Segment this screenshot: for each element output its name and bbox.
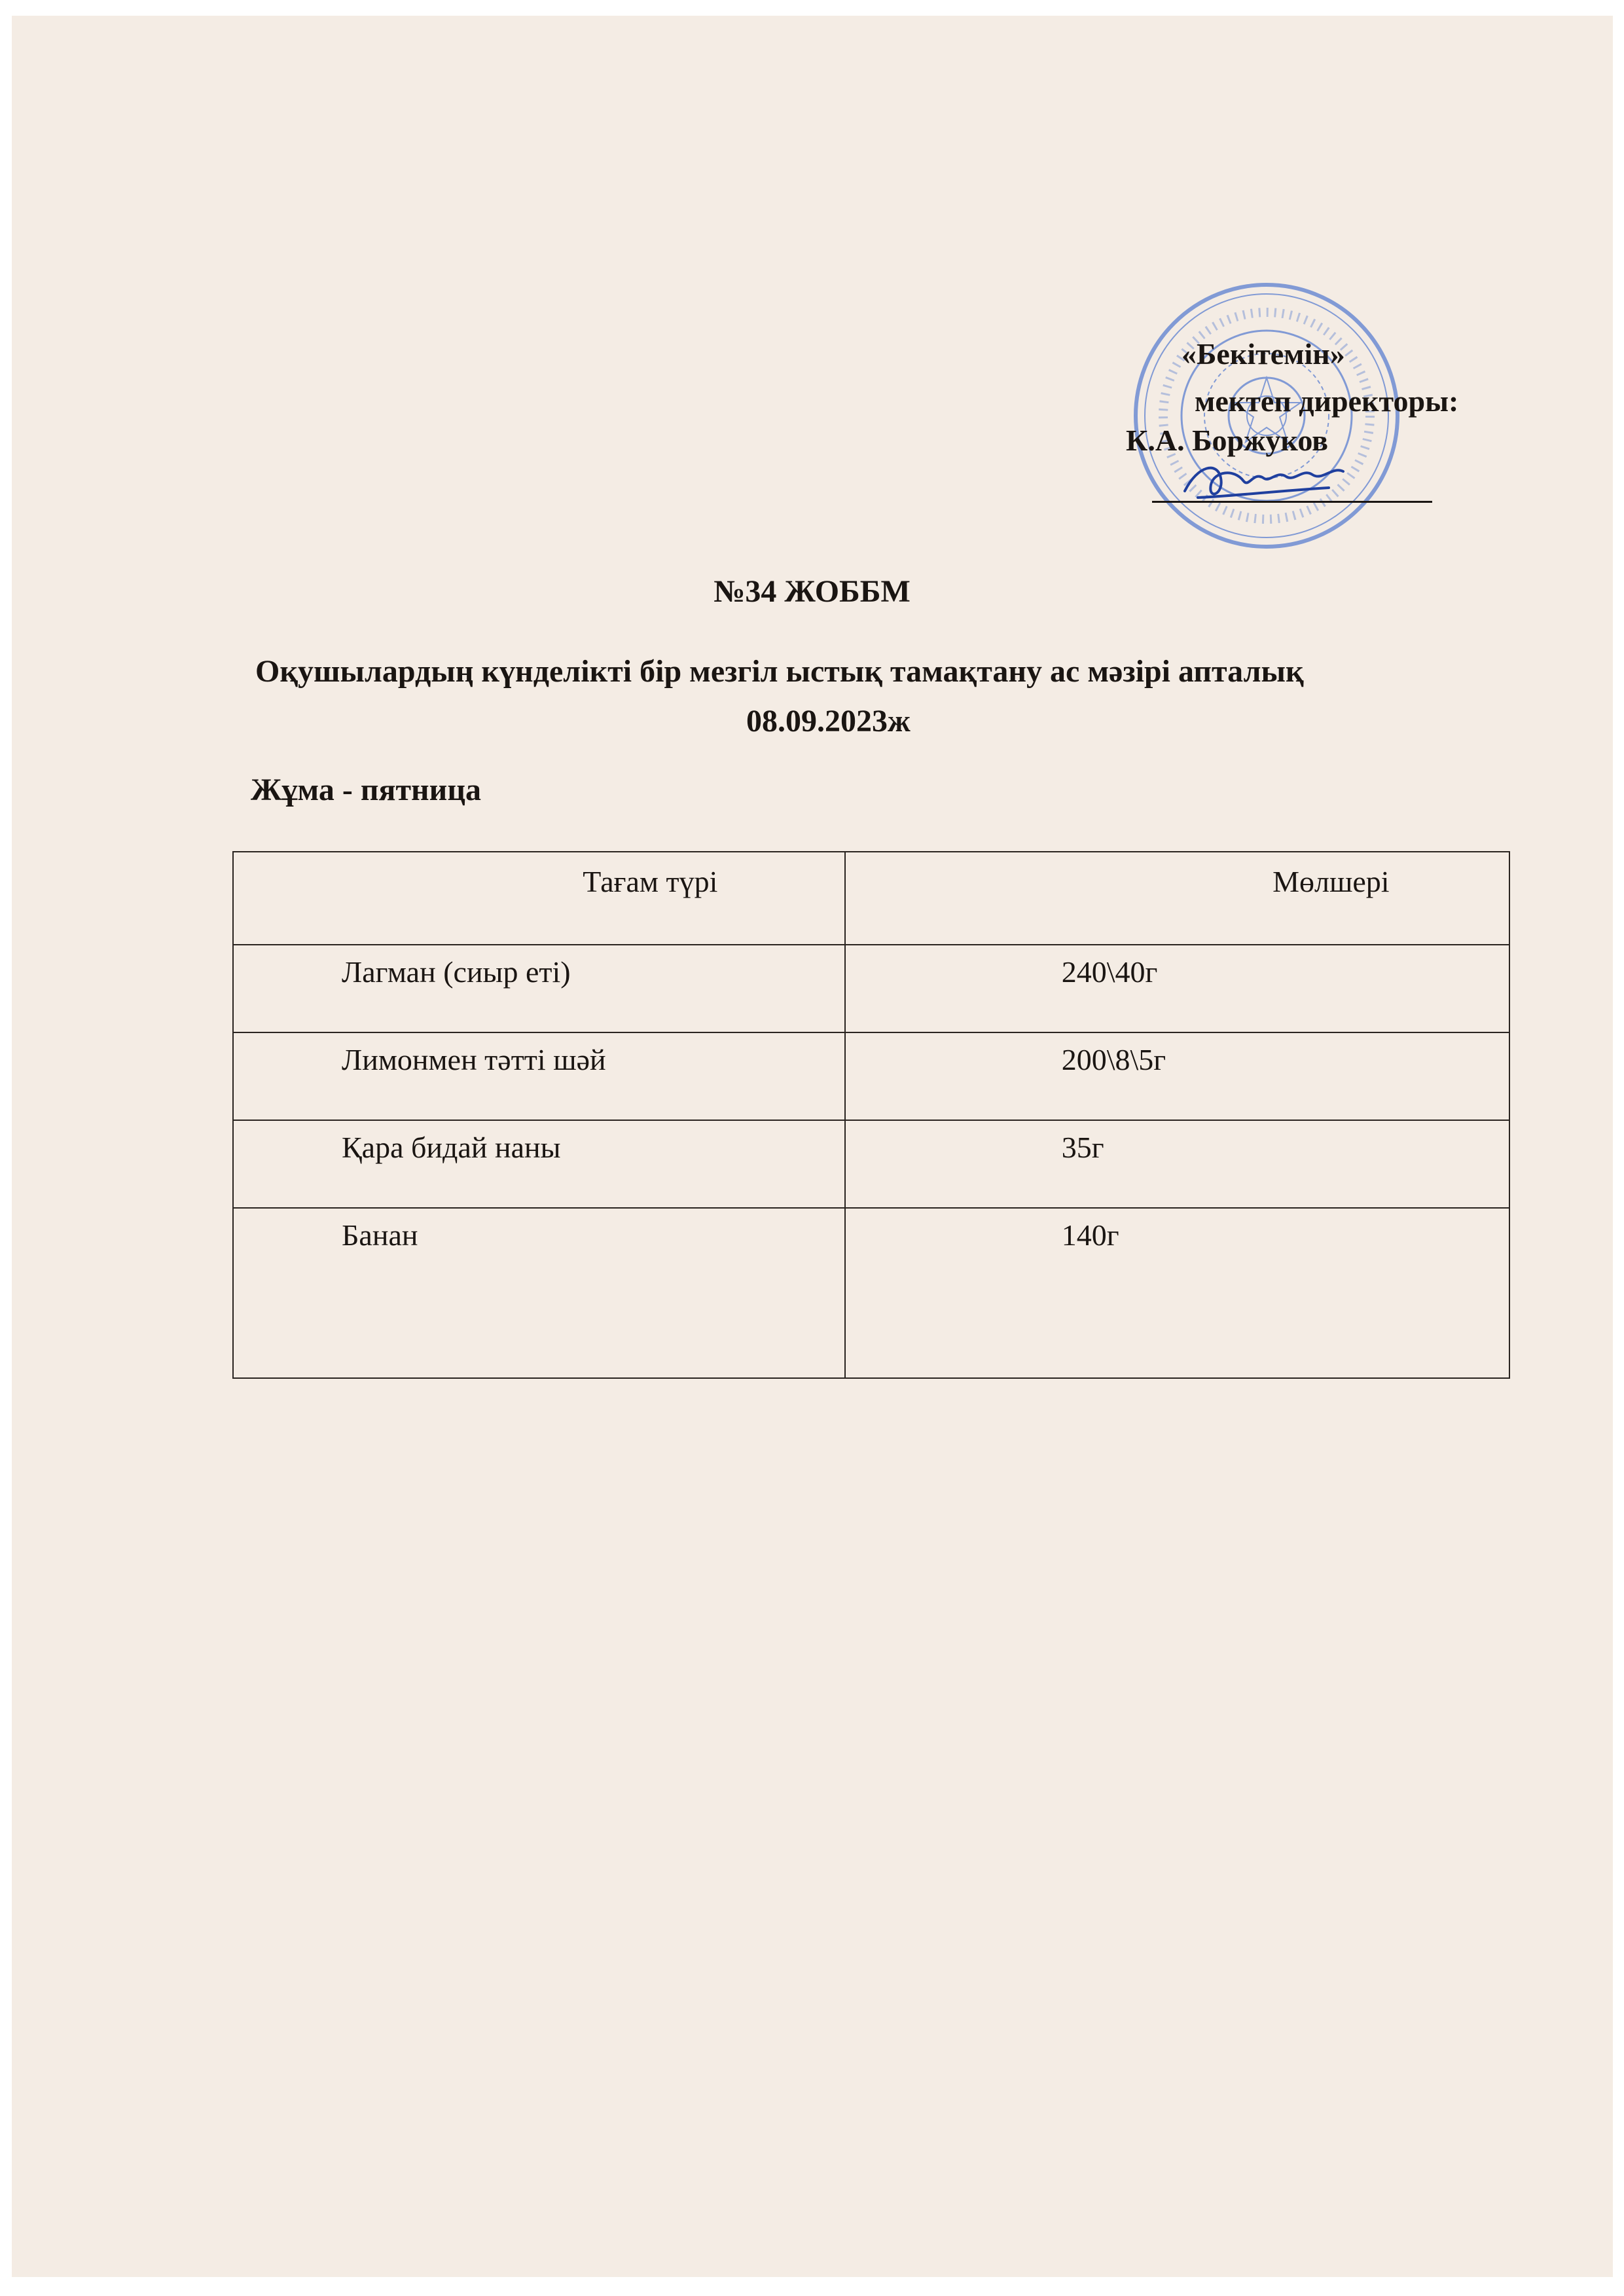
dish-cell xyxy=(233,1208,845,1378)
school-name: №34 ЖОББМ xyxy=(713,574,911,609)
signature-line xyxy=(1152,501,1432,503)
day-label: Жұма - пятница xyxy=(251,773,481,807)
dish-name: Лагман (сиыр еті) xyxy=(342,955,571,989)
table-row xyxy=(233,945,1509,1032)
quantity-cell xyxy=(845,1032,1509,1120)
quantity-cell xyxy=(845,945,1509,1032)
table-row xyxy=(233,1032,1509,1120)
director-name: К.А. Боржуков xyxy=(1126,424,1329,457)
dish-name: Лимонмен тәтті шәй xyxy=(342,1043,606,1076)
dish-quantity: 140г xyxy=(1061,1218,1119,1252)
dish-name: Қара бидай наны xyxy=(342,1131,561,1164)
header-quantity-label: Мөлшері xyxy=(1272,865,1390,898)
dish-cell xyxy=(233,1032,845,1120)
quantity-cell xyxy=(845,1208,1509,1378)
quantity-cell xyxy=(845,1120,1509,1208)
menu-table xyxy=(232,851,1510,1379)
dish-name: Банан xyxy=(342,1218,418,1252)
header-quantity xyxy=(845,852,1509,945)
menu-date: 08.09.2023ж xyxy=(746,704,911,738)
dish-quantity: 35г xyxy=(1061,1131,1104,1164)
table-row xyxy=(233,1208,1509,1378)
header-dish xyxy=(233,852,845,945)
menu-title: Оқушылардың күнделікті бір мезгіл ыстық тамақтану ас мәзірі апталық xyxy=(255,654,1304,689)
dish-quantity: 200\8\5г xyxy=(1061,1043,1166,1076)
dish-cell xyxy=(233,945,845,1032)
dish-cell xyxy=(233,1120,845,1208)
header-dish-label: Тағам түрі xyxy=(583,865,718,898)
approval-title: «Бекітемін» xyxy=(1182,337,1345,371)
table-header-row xyxy=(233,852,1509,945)
approval-role: мектеп директоры: xyxy=(1195,384,1459,418)
dish-quantity: 240\40г xyxy=(1061,955,1158,989)
table-row xyxy=(233,1120,1509,1208)
